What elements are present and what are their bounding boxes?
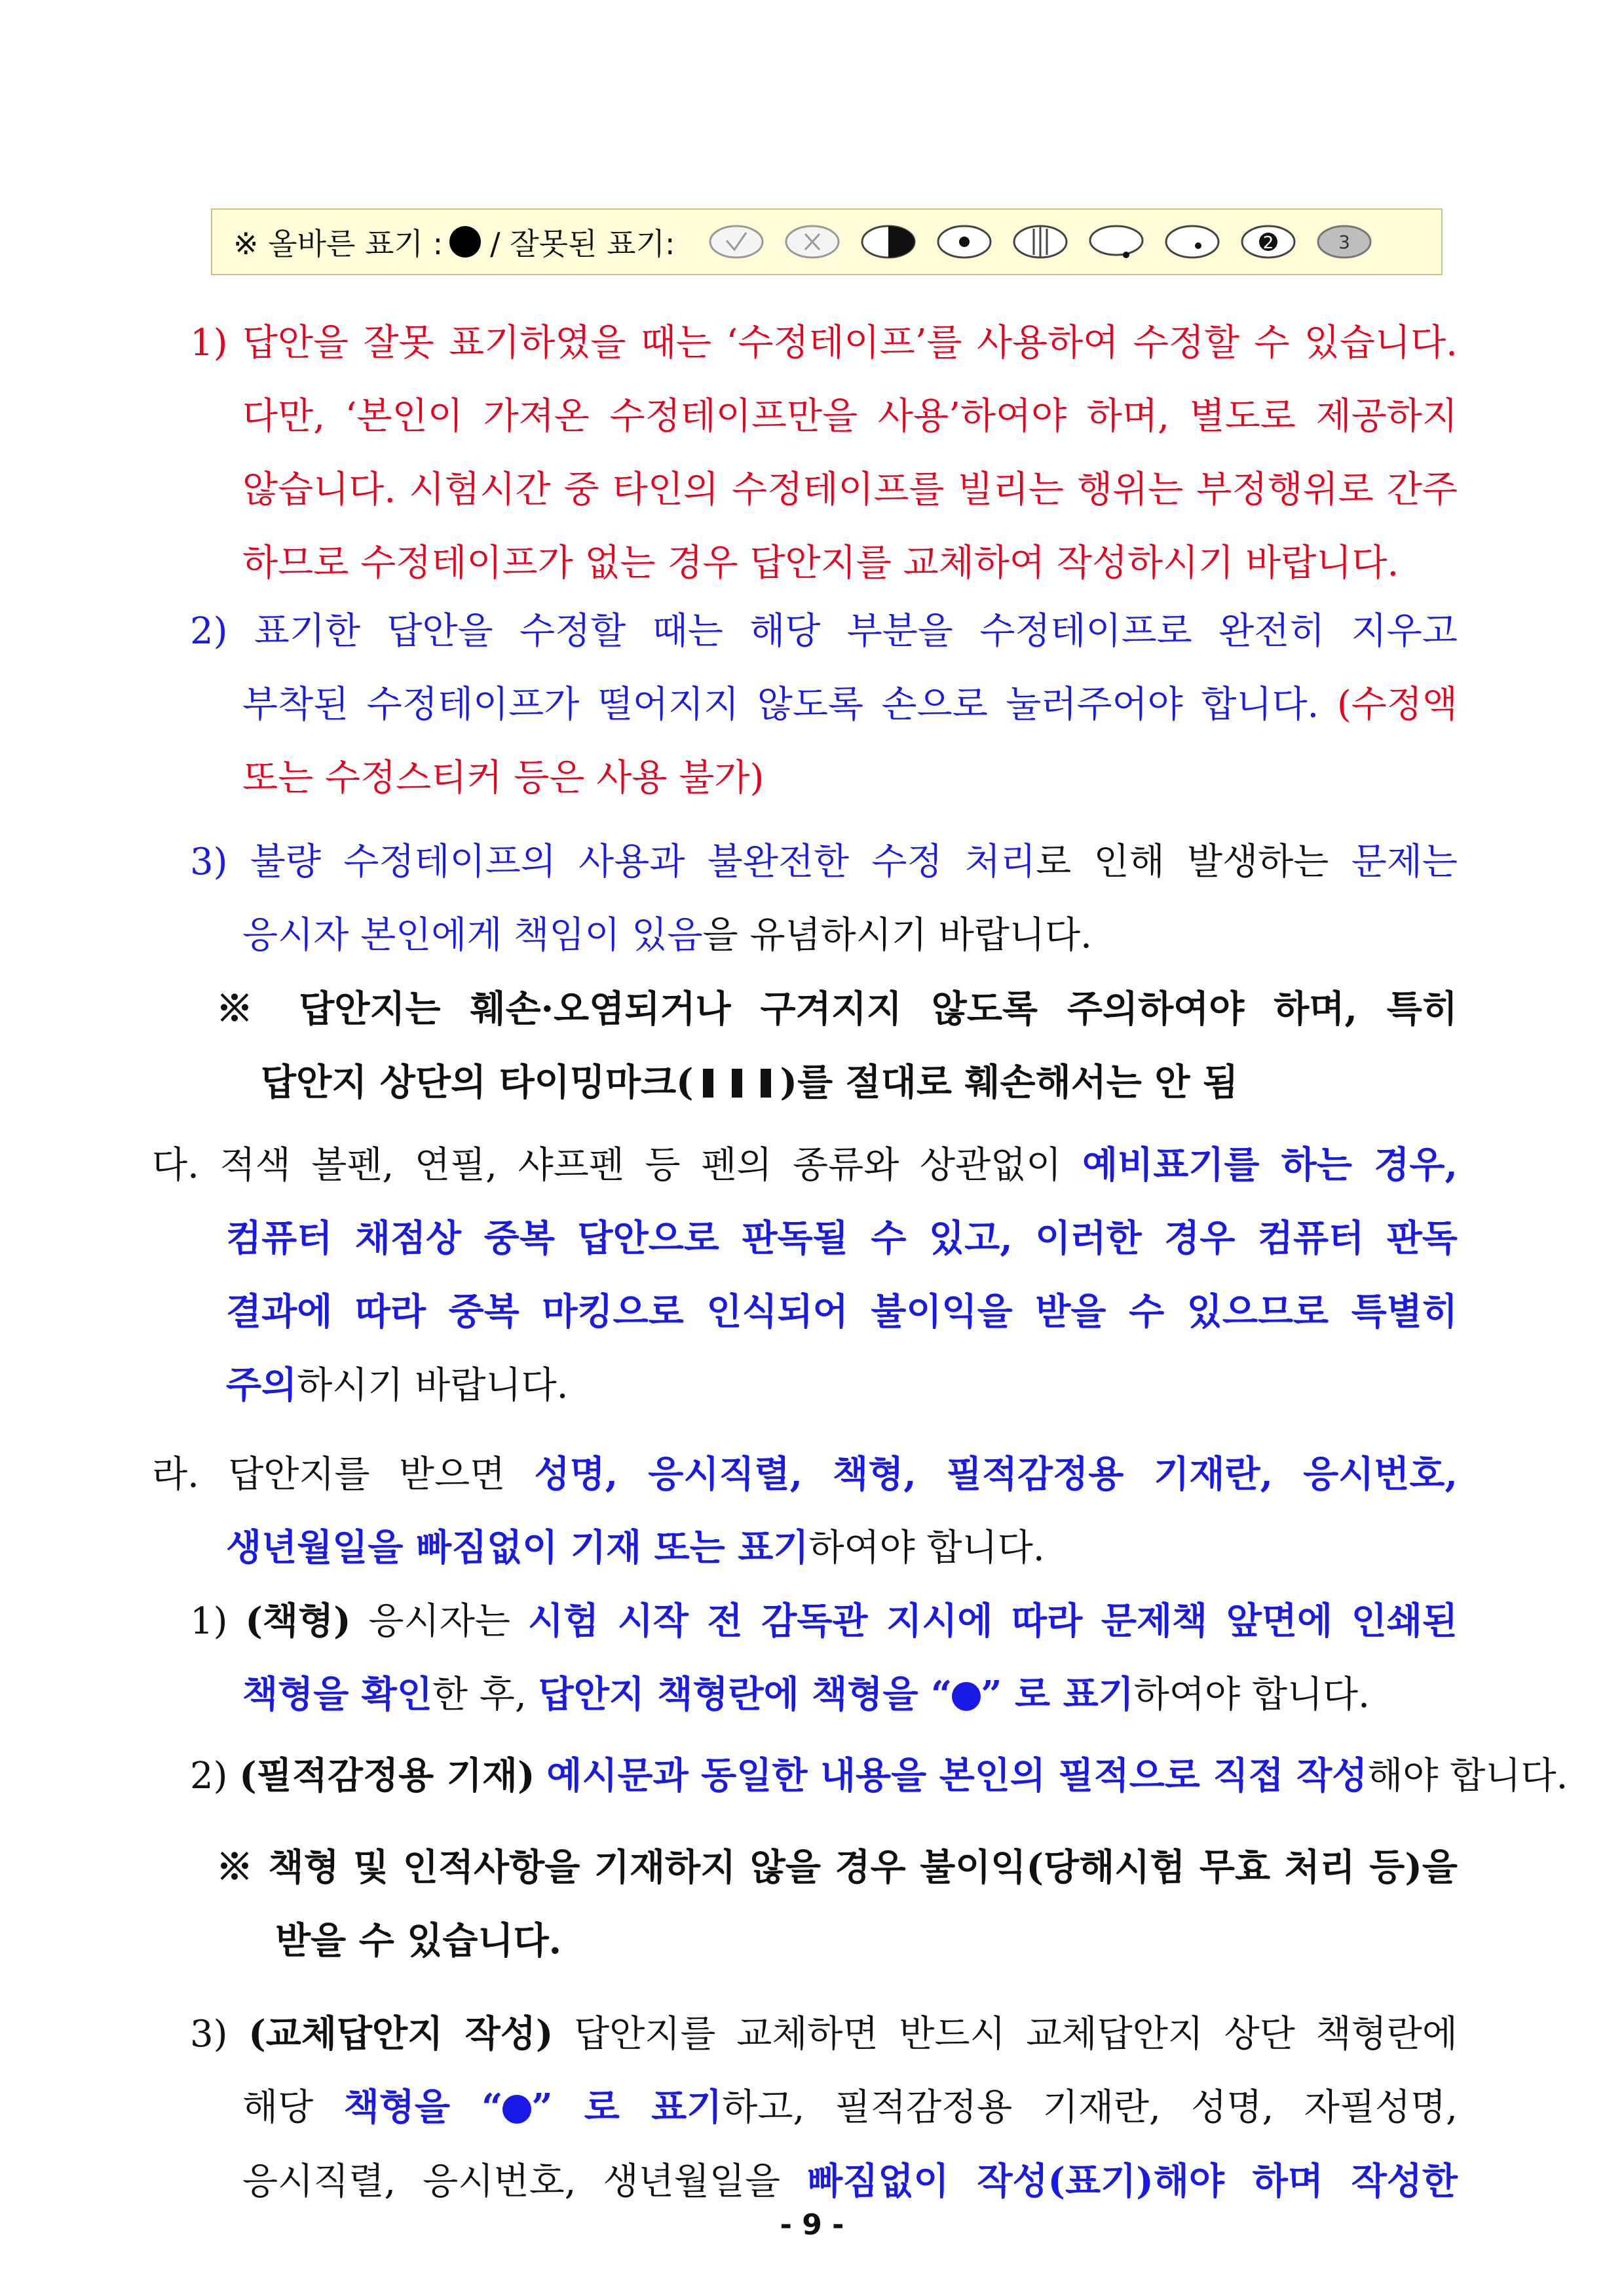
- item-number: 3): [190, 841, 228, 883]
- item-number: 2): [190, 1755, 228, 1797]
- section-ra-line-1: 답안지를 받으면: [228, 1453, 506, 1496]
- section-da-highlight: 예비표기를 하는 경우,: [1082, 1143, 1458, 1187]
- instruction-2-cont: [242, 668, 1458, 815]
- ra-item-1-line-2e: 하여야 합니다.: [1133, 1674, 1370, 1716]
- section-ra-line-2-highlight: 생년월일을 빠짐없이 기재 또는 표기: [226, 1526, 809, 1569]
- ra-item-2: [190, 1739, 1568, 1813]
- timing-mark-icon: [732, 1069, 742, 1098]
- ra-item-2-title: (필적감정용 기재): [239, 1754, 535, 1797]
- page-number: - 9 -: [780, 2208, 844, 2242]
- small-dot-lower-mark-icon: [1088, 223, 1144, 260]
- item-number: 2): [190, 610, 228, 653]
- section-da-line-2: 컴퓨터 채점상 중복 답안으로 판독될 수 있고, 이러한 경우 컴퓨터 판독: [226, 1217, 1458, 1260]
- note-timing-mark-cont: [261, 1046, 1238, 1119]
- filled-circle-icon: [502, 2095, 531, 2124]
- section-ra-highlight: 성명, 응시직렬, 책형, 필적감정용 기재란, 응시번호,: [534, 1453, 1458, 1496]
- ra-item-2-highlight: 예시문과 동일한 내용을 본인의 필적으로 직접 작성: [546, 1754, 1368, 1797]
- svg-text:2: 2: [1262, 233, 1274, 253]
- instruction-1-line-2: 다만, ‘본인이 가져온 수정테이프만을 사용’하여야 하며, 별도로 제공하지: [242, 395, 1458, 438]
- section-da-line-4-text: 하시기 바랍니다.: [297, 1364, 569, 1407]
- instruction-2-line-3: 또는 수정스티커 등은 사용 불가): [242, 757, 765, 799]
- instruction-3-text: 로 인해 발생하는: [1036, 841, 1329, 883]
- instruction-2-note-start: (수정액: [1336, 683, 1458, 726]
- half-filled-mark-icon: [860, 223, 916, 260]
- wrong-marks-list: [708, 223, 1372, 260]
- ra-item-3-line-2b: 책형을 “: [343, 2086, 503, 2129]
- note-2-line-2: 받을 수 있습니다.: [275, 1919, 562, 1962]
- item-number: 1): [190, 322, 228, 364]
- check-mark-icon: [708, 223, 765, 260]
- ra-item-1-highlight: 시험 시작 전 감독관 지시에 따라 문제책 앞면에 인쇄된: [527, 1599, 1458, 1643]
- ra-item-1-line-2c: 답안지 책형란에 책형을 “: [538, 1673, 953, 1716]
- ra-item-3-line-3b: 빠짐없이 작성(표기)해야 하며 작성한: [807, 2160, 1458, 2203]
- section-ra-cont: [226, 1511, 1045, 1585]
- note-2-line-1: ※ 책형 및 인적사항을 기재하지 않을 경우 불이익(당해시험 무효 처리 등)을: [216, 1846, 1458, 1889]
- ra-item-3-line-2c: ” 로 표기: [531, 2086, 723, 2129]
- note-penalty: [216, 1831, 1458, 1904]
- note-timing-mark: [216, 972, 1458, 1046]
- filled-circle-icon: [952, 1682, 981, 1711]
- instruction-1-line-4: 하므로 수정테이프가 없는 경우 답안지를 교체하여 작성하시기 바랍니다.: [242, 542, 1399, 584]
- number-3-mark-icon: [1316, 223, 1372, 260]
- item-number: 1): [190, 1600, 228, 1643]
- legend-wrong-label: / 잘못된 표기:: [490, 226, 675, 261]
- svg-text:3: 3: [1338, 231, 1350, 253]
- instruction-2-line-2: 부착된 수정테이프가 떨어지지 않도록 손으로 눌러주어야 합니다.: [242, 683, 1319, 726]
- ra-item-1-cont: [242, 1658, 1370, 1732]
- section-da-cont: [226, 1202, 1458, 1349]
- instruction-2-line-1: 표기한 답안을 수정할 때는 해당 부분을 수정테이프로 완전히 지우고: [254, 610, 1458, 653]
- section-ra: [152, 1438, 1458, 1512]
- note-penalty-cont: [275, 1904, 561, 1978]
- ra-item-1-line-2b: 한 후,: [432, 1674, 527, 1716]
- ra-item-2-text: 해야 합니다.: [1367, 1755, 1568, 1797]
- instruction-3-line-2-text: 을 유념하시기 바랍니다.: [702, 914, 1092, 957]
- instruction-3: [190, 826, 1458, 899]
- ra-item-3-cont: [242, 2071, 1458, 2219]
- ra-item-3-text: 답안지를 교체하면 반드시 교체답안지 상단 책형란에: [574, 2013, 1458, 2056]
- timing-mark-icon: [703, 1069, 713, 1098]
- instruction-1-line-1: 답안을 잘못 표기하였을 때는 ‘수정테이프’를 사용하여 수정할 수 있습니다.: [242, 322, 1458, 364]
- x-mark-icon: [784, 223, 840, 260]
- number-2-mark-icon: [1240, 223, 1296, 260]
- dot-mark-icon: [936, 223, 992, 260]
- instruction-1: [190, 307, 1458, 380]
- note-1-line-1: ※ 답안지는 훼손·오염되거나 구겨지지 않도록 주의하여야 하며, 특히: [216, 987, 1458, 1031]
- section-da-line-4-highlight: 주의: [226, 1364, 297, 1407]
- section-ra-line-2-text: 하여야 합니다.: [808, 1527, 1045, 1569]
- vertical-lines-mark-icon: [1012, 223, 1068, 260]
- ra-item-3-title: (교체답안지 작성): [248, 2012, 554, 2056]
- timing-mark-icon: [761, 1069, 771, 1098]
- instruction-3-cont: [242, 899, 1092, 972]
- section-da: [152, 1128, 1458, 1202]
- instruction-2: [190, 595, 1458, 668]
- section-da-line-3: 결과에 따라 중복 마킹으로 인식되어 불이익을 받을 수 있으므로 특별히: [226, 1290, 1458, 1333]
- instruction-1-line-3: 않습니다. 시험시간 중 타인의 수정테이프를 빌리는 행위는 부정행위로 간주: [242, 469, 1458, 511]
- section-number: 다.: [152, 1144, 199, 1187]
- section-da-line-1: 적색 볼펜, 연필, 샤프펜 등 펜의 종류와 상관없이: [219, 1144, 1062, 1187]
- ra-item-1: [190, 1584, 1458, 1658]
- note-1-line-2a: 답안지 상단의 타이밍마크(: [261, 1061, 694, 1104]
- ra-item-1-line-2d: ” 로 표기: [981, 1673, 1134, 1716]
- instruction-1-cont: [242, 380, 1458, 600]
- instruction-3-line-2-highlight: 응시자 본인에게 책임이 있음: [242, 914, 703, 957]
- note-1-line-2b: )를 절대로 훼손해서는 안 됨: [780, 1061, 1239, 1104]
- instruction-3-highlight: 불량 수정테이프의 사용과 불완전한 수정 처리: [250, 841, 1036, 883]
- legend-correct-label: ※ 올바른 표기 :: [233, 226, 444, 261]
- ra-item-3-line-2d: 하고, 필적감정용 기재란, 성명, 자필성명,: [722, 2086, 1458, 2129]
- marking-legend: [211, 208, 1443, 275]
- ra-item-1-text: 응시자는: [368, 1600, 510, 1643]
- ra-item-3-line-3a: 응시직렬, 응시번호, 생년월일을: [242, 2160, 781, 2203]
- ra-item-1-title: (책형): [245, 1599, 351, 1643]
- item-number: 3): [190, 2013, 228, 2056]
- section-da-last: [226, 1349, 568, 1423]
- ra-item-3: [190, 1997, 1458, 2071]
- ra-item-1-line-2a: 책형을 확인: [242, 1673, 432, 1716]
- section-number: 라.: [152, 1453, 199, 1496]
- ra-item-3-line-2a: 해당: [242, 2086, 314, 2129]
- filled-circle-icon: [449, 226, 481, 258]
- instruction-3-highlight-2: 문제는: [1351, 841, 1458, 883]
- small-dot-mark-icon: [1164, 223, 1220, 260]
